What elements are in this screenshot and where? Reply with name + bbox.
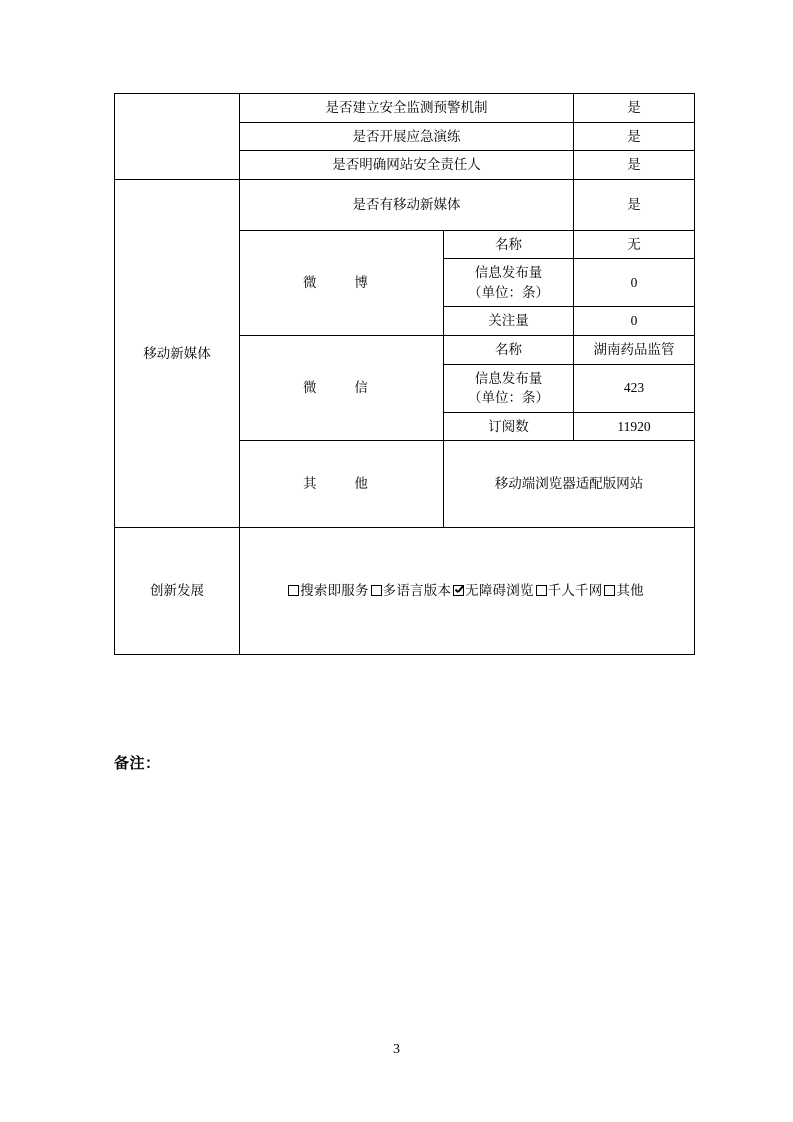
weibo-field-value: 0 [574,259,695,307]
weibo-field-key: 关注量 [444,307,574,336]
security-section-label-cell [115,94,240,180]
checkbox-icon[interactable] [371,585,382,596]
has-mobile-media-value: 是 [574,179,695,230]
innovation-option-label: 多语言版本 [382,583,452,599]
security-row-label: 是否建立安全监测预警机制 [240,94,574,123]
table-row [115,179,695,230]
weixin-label: 微 信 [240,335,444,440]
remark-label: 备注： [114,756,161,772]
weibo-field-key-line1: 信息发布量 [474,265,543,281]
weixin-field-key [444,364,574,412]
other-media-label: 其 他 [240,441,444,528]
page-number: 3 [393,1042,400,1057]
website-report-table [114,93,695,655]
table-row [115,528,695,655]
weixin-field-key: 名称 [444,335,574,364]
innovation-option-label: 其他 [616,583,644,599]
checkbox-icon[interactable] [288,585,299,596]
innovation-checkbox-group [243,581,691,601]
innovation-option-label: 千人千网 [547,583,603,599]
innovation-option-personalized[interactable] [536,583,603,598]
has-mobile-media-label: 是否有移动新媒体 [240,179,574,230]
weibo-field-value: 0 [574,307,695,336]
innovation-option-multilanguage[interactable] [371,583,452,598]
innovation-label: 创新发展 [115,528,240,655]
security-row-value: 是 [574,151,695,180]
security-row-label: 是否明确网站安全责任人 [240,151,574,180]
checkbox-icon[interactable] [604,585,615,596]
weixin-field-value: 11920 [574,412,695,441]
weixin-field-value: 423 [574,364,695,412]
table-row [115,94,695,123]
innovation-option-accessibility[interactable] [453,583,534,598]
weibo-field-value: 无 [574,230,695,259]
innovation-options-cell [240,528,695,655]
weibo-field-key: 名称 [444,230,574,259]
innovation-option-label: 搜索即服务 [300,583,369,599]
innovation-option-label: 无障碍浏览 [465,583,534,599]
weixin-field-key: 订阅数 [444,412,574,441]
mobile-media-section-label: 移动新媒体 [115,179,240,528]
weibo-label: 微 博 [240,230,444,335]
weixin-field-value: 湖南药品监管 [574,335,695,364]
security-row-value: 是 [574,94,695,123]
other-media-value: 移动端浏览器适配版网站 [444,441,695,528]
weixin-field-key-line1: 信息发布量 [474,370,543,386]
weibo-field-key-line2: （单位：条） [468,284,549,300]
checkbox-checked-icon[interactable] [453,585,464,596]
weixin-field-key-line2: （单位：条） [468,390,549,406]
security-row-label: 是否开展应急演练 [240,122,574,151]
innovation-option-other[interactable] [604,583,643,598]
security-row-value: 是 [574,122,695,151]
weibo-field-key [444,259,574,307]
innovation-option-search-as-service[interactable] [288,583,369,598]
checkbox-icon[interactable] [536,585,547,596]
